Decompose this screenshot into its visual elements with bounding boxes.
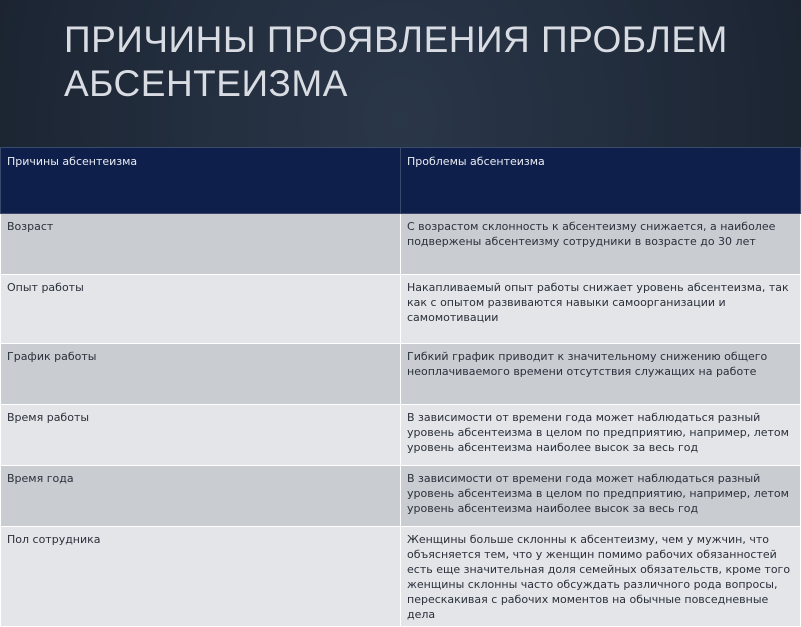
slide-title-line-2: АБСЕНТЕИЗМА xyxy=(64,63,348,104)
problem-cell: В зависимости от времени года может наблюдаться разный уровень абсентеизма в целом по предприятию, например, летом уровень абсентеизма наиболее высок за весь год xyxy=(401,405,801,466)
problem-cell: С возрастом склонность к абсентеизму снижается, а наиболее подвержены абсентеизму сотрудники в возрасте до 30 лет xyxy=(401,214,801,275)
absenteeism-table-container xyxy=(0,147,800,621)
cause-cell: Возраст xyxy=(1,214,401,275)
cause-cell: Пол сотрудника xyxy=(1,527,401,627)
table-row xyxy=(1,527,801,627)
problem-cell: Женщины больше склонны к абсентеизму, чем у мужчин, что объясняется тем, что у женщин помимо рабочих обязанностей есть еще значительная доля семейных обязательств, кроме того женщины склонны часто обсуждать различного рода вопросы, перескакивая с рабочих моментов на обычные повседневные дела xyxy=(401,527,801,627)
problem-cell: Гибкий график приводит к значительному снижению общего неоплачиваемого времени отсутствия служащих на работе xyxy=(401,344,801,405)
slide-title-line-1: ПРИЧИНЫ ПРОЯВЛЕНИЯ ПРОБЛЕМ xyxy=(64,19,728,60)
problem-cell: Накапливаемый опыт работы снижает уровень абсентеизма, так как с опытом развиваются навыки самоорганизации и самомотивации xyxy=(401,275,801,344)
header-problems: Проблемы абсентеизма xyxy=(401,148,801,214)
slide-title xyxy=(64,18,728,106)
cause-cell: Время работы xyxy=(1,405,401,466)
cause-cell: Опыт работы xyxy=(1,275,401,344)
header-causes: Причины абсентеизма xyxy=(1,148,401,214)
cause-cell: Время года xyxy=(1,466,401,527)
problem-cell: В зависимости от времени года может наблюдаться разный уровень абсентеизма в целом по предприятию, например, летом уровень абсентеизма наиболее высок за весь год xyxy=(401,466,801,527)
table-row xyxy=(1,275,801,344)
table-header-row xyxy=(1,148,801,214)
table-row xyxy=(1,344,801,405)
cause-cell: График работы xyxy=(1,344,401,405)
table-row xyxy=(1,466,801,527)
table-row xyxy=(1,405,801,466)
absenteeism-table xyxy=(0,147,801,627)
table-row xyxy=(1,214,801,275)
